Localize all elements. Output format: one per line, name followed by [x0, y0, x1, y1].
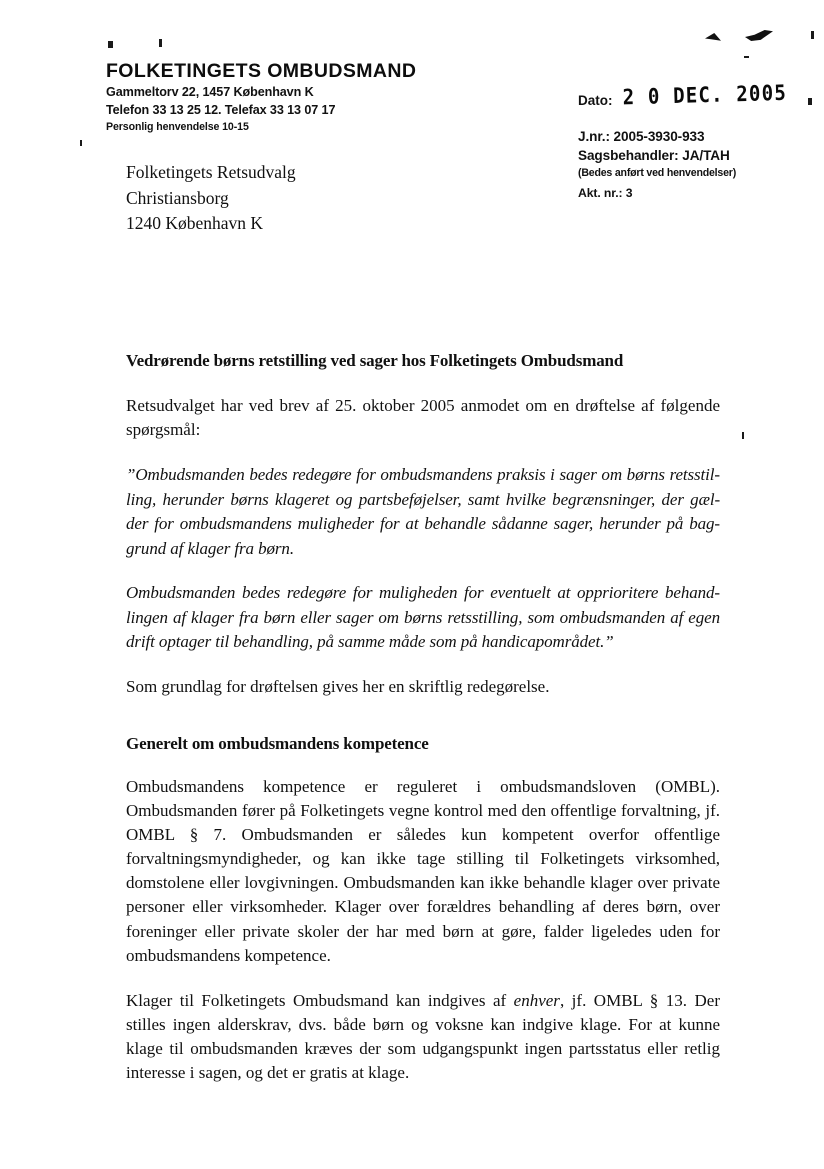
scan-speck	[80, 140, 82, 146]
letterhead-phone: Telefon 33 13 25 12. Telefax 33 13 07 17	[106, 102, 336, 117]
complaints-emphasis: enhver	[513, 990, 560, 1010]
reference-rows	[578, 127, 808, 200]
date-row	[578, 80, 808, 110]
scan-speck	[159, 39, 162, 47]
addressee-line-2: Christiansborg	[126, 187, 229, 208]
paragraph-complaints	[126, 989, 720, 1086]
addressee-line-1: Folketingets Retsudvalg	[126, 162, 296, 182]
letterhead-hours: Personlig henvendelse 10-15	[106, 121, 249, 134]
letterhead-address: Gammeltorv 22, 1457 København K	[106, 85, 314, 100]
complaints-text-a: Klager til Folketingets Ombudsmand kan indgives af	[126, 990, 514, 1010]
letterhead	[106, 60, 526, 135]
scan-speck	[811, 31, 814, 39]
scan-speck	[742, 432, 744, 439]
date-stamp: 2 0 DEC. 2005	[621, 80, 787, 110]
basis-paragraph: Som grundlag for drøftelsen gives her en skriftlig redegørelse.	[126, 676, 550, 696]
case-officer: Sagsbehandler: JA/TAH	[578, 148, 730, 164]
date-label: Dato:	[578, 93, 613, 108]
scan-speck	[808, 98, 812, 105]
pen-mark	[705, 33, 721, 43]
heading-section-competence: Generelt om ombudsmandens kompetence	[126, 733, 429, 753]
letter-body	[126, 350, 720, 1106]
addressee-line-3: 1240 København K	[126, 213, 264, 234]
quote-paragraph-2: Ombudsmanden bedes redegøre for muligheden for eventuelt at opprioritere behand-lingen af klager fra børn eller sager om børns retsstilling, som ombudsmanden af egen drift optager til behandling, på samme måde som på handicapområdet.”	[126, 583, 720, 652]
pen-mark	[745, 30, 773, 42]
quote-paragraph-1: ”Ombudsmanden bedes redegøre for ombudsmandens praksis i sager om børns retsstil-ling, herunder børns klageret og partsbeføjelser, samt hvilke begrænsninger, der gæl-der for ombudsmandens muligheder for at behandle sådanne sager, herunder på bag-grund af klager fra børn.	[126, 465, 720, 558]
paragraph-competence: Ombudsmandens kompetence er reguleret i ombudsmandsloven (OMBL). Ombudsmanden fører på Folketingets vegne kontrol med den offentlige forvaltning, jf. OMBL § 7. Ombudsmanden er således kun kompetent overfor offentlige forvaltningsmyndigheder, og kan ikke tage stilling til Folketingets virksomhed, domstolene eller lovgivningen. Ombudsmanden kan ikke behandle klager over private personer eller virksomheder. Klager over forældres behandling af deres børn, over foreninger eller private skoler der har med børn at gøre, falder ligeledes uden for ombudsmandens kompetence.	[126, 776, 720, 965]
case-number: J.nr.: 2005-3930-933	[578, 129, 705, 144]
reference-block	[578, 80, 808, 200]
scan-speck	[108, 41, 113, 48]
organization-name: FOLKETINGETS OMBUDSMAND	[106, 60, 417, 82]
heading-main: Vedrørende børns retstilling ved sager hos Folketingets Ombudsmand	[126, 351, 624, 370]
intro-paragraph: Retsudvalget har ved brev af 25. oktober 2005 anmodet om en drøftelse af følgende spørgsmål:	[126, 396, 720, 440]
addressee-block	[126, 160, 296, 237]
act-number: Akt. nr.: 3	[578, 185, 633, 200]
complaints-text-b: , jf. OMBL § 13. Der stilles ingen alderskrav, dvs. både børn og voksne kan indgive klage. For at kunne klage til ombudsmanden kræves der som udgangspunkt ingen partsstatus eller retlig interesse i sagen, og det er gratis at klage.	[126, 990, 721, 1083]
scan-speck	[744, 56, 749, 58]
reference-note: (Bedes anført ved henvendelser)	[578, 166, 737, 179]
